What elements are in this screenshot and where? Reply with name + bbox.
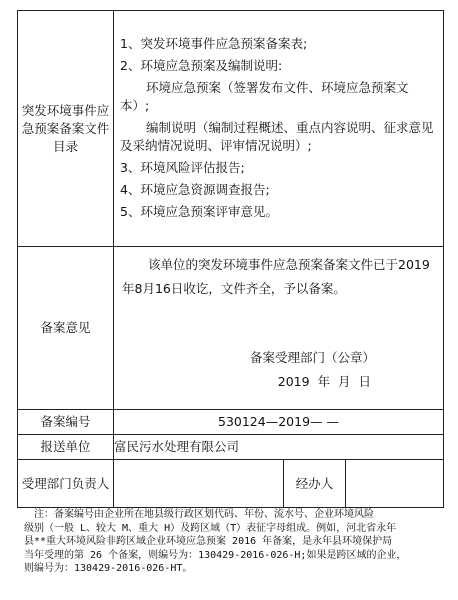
footnote-line: 当年受理的第 26 个备案，则编号为：130429-2016-026-H;如果是跨区域的企业， [24, 549, 407, 561]
filing-date: 2019 年 月 日 [277, 374, 372, 389]
reporter-row [18, 435, 444, 460]
reporter-value: 富民污水处理有限公司 [114, 435, 444, 460]
record-no-value: 530124—2019— — [114, 410, 444, 435]
responsible-label: 受理部门负责人 [18, 460, 114, 508]
directory-label: 突发环境事件应急预案备案文件目录 [18, 11, 114, 247]
directory-item: 环境应急预案（签署发布文件、环境应急预案文本）; [120, 79, 409, 113]
directory-item: 2、环境应急预案及编制说明: [120, 57, 283, 73]
directory-content [114, 11, 444, 247]
opinion-content [114, 247, 444, 410]
footnote-line: 则编号为：130429-2016-026-HT。 [24, 563, 193, 574]
footnote-line: 注：备案编号由企业所在地县级行政区划代码、年份、流水号、企业环境风险 [34, 509, 374, 520]
record-no-label: 备案编号 [18, 410, 114, 435]
filing-department: 备案受理部门（公章） [250, 350, 376, 365]
opinion-row [18, 247, 444, 410]
opinion-label: 备案意见 [18, 247, 114, 410]
reporter-label: 报送单位 [18, 435, 114, 460]
directory-item: 3、环境风险评估报告; [120, 159, 245, 175]
directory-item: 编制说明（编制过程概述、重点内容说明、征求意见及采纳情况说明、评审情况说明）; [120, 119, 434, 153]
directory-item: 1、突发环境事件应急预案备案表; [120, 35, 308, 51]
directory-row [18, 11, 444, 247]
responsible-row [18, 460, 444, 508]
handler-value [346, 460, 444, 508]
footnote-line: 县**重大环境风险非跨区域企业环境应急预案 2016 年备案，是永年县环境保护局 [24, 536, 393, 547]
footnote-line: 级别（一般 L、较大 M、重大 H）及跨区域（T）表征字母组成。例如，河北省永年 [24, 522, 397, 534]
handler-label: 经办人 [284, 460, 346, 508]
filing-form-table [17, 10, 444, 508]
record-no-row [18, 410, 444, 435]
responsible-value [114, 460, 284, 508]
directory-item: 4、环境应急资源调查报告; [120, 181, 270, 197]
footnote [24, 508, 440, 576]
directory-item: 5、环境应急预案评审意见。 [120, 203, 278, 219]
opinion-text: 该单位的突发环境事件应急预案备案文件已于2019年8月16日收讫，文件齐全，予以备案。 [122, 257, 430, 296]
